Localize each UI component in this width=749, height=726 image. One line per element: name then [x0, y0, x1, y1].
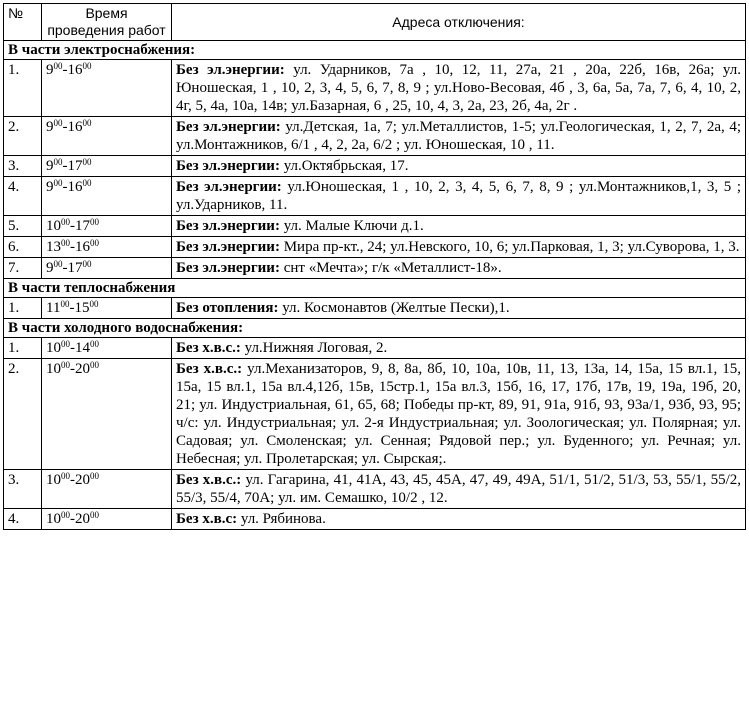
table-row — [4, 156, 746, 177]
section-row — [4, 41, 746, 60]
address-list: снт «Мечта»; г/к «Металлист-18». — [279, 260, 502, 276]
outage-type-label: Без эл.энергии: — [176, 119, 281, 135]
row-addresses — [172, 298, 746, 319]
time-end-minutes: 00 — [90, 471, 99, 481]
time-start-hour: 10 — [46, 218, 61, 234]
table-row — [4, 470, 746, 509]
address-list: Мира пр-кт., 24; ул.Невского, 10, 6; ул.Парковая, 1, 3; ул.Суворова, 1, 3. — [279, 239, 740, 255]
row-number: 3. — [4, 470, 42, 509]
row-time — [42, 237, 172, 258]
time-start-minutes: 00 — [60, 299, 70, 309]
time-end-hour: -16 — [70, 239, 90, 255]
row-addresses — [172, 156, 746, 177]
outage-type-label: Без эл.энергии: — [176, 239, 280, 255]
row-number: 5. — [4, 216, 42, 237]
time-end-hour: -20 — [70, 361, 90, 377]
row-addresses — [172, 338, 746, 359]
row-number: 4. — [4, 177, 42, 216]
time-start-minutes: 00 — [61, 238, 70, 248]
row-number: 1. — [4, 60, 42, 117]
row-addresses — [172, 177, 746, 216]
time-start-minutes: 00 — [61, 471, 70, 481]
row-time — [42, 359, 172, 470]
time-start-minutes: 00 — [61, 360, 70, 370]
time-end-hour: -16 — [62, 119, 83, 135]
time-end-hour: -20 — [70, 472, 90, 488]
address-list: ул. Гагарина, 41, 41А, 43, 45, 45А, 47, 49, 49А, 51/1, 51/2, 51/3, 53, 55/1, 55/2, 55/3, 55/4, 70А; ул. им. Семашко, 10/2 , 12. — [176, 472, 742, 506]
table-body — [4, 41, 746, 530]
address-list: ул.Детская, 1а, 7; ул.Металлистов, 1-5; ул.Геологическая, 1, 2, 7, 2а, 4; ул.Монтажников, 6/1 , 4, 2, 2а, 6/2 ; ул. Юношеская, 10 , 11. — [176, 119, 741, 153]
outage-type-label: Без эл.энергии: — [176, 218, 280, 234]
time-start-hour: 10 — [46, 472, 61, 488]
address-list: ул.Нижняя Логовая, 2. — [240, 340, 388, 356]
address-list: ул.Механизаторов, 9, 8, 8а, 8б, 10, 10а, 10в, 11, 13, 13а, 14, 15а, 15 вл.1, 15, 15а, 15 вл.1, 15а вл.4,12б, 15в, 15стр.1, 15а вл.3, 15б, 16, 17, 17б, 17в, 19, 19а, 19б, 20, 21; ул. Индустриальная, 61, 65, 68; Победы пр-кт, 89, 91, 91а, 91б, 93, 93а/1, 93б, 93, 95; ч/с: ул. Индустриальная; ул. 2-я Индустриальная; ул. Зоологическая; ул. Полярная; ул. Садовая; ул. Смоленская; ул. Сенная; Рядовой пер.; ул. Буденного; ул. Речная; ул. Небесная; ул. Пролетарская; ул. Сырская;. — [176, 361, 742, 467]
outage-type-label: Без х.в.с: — [176, 511, 238, 527]
time-end-minutes: 00 — [82, 178, 92, 188]
row-time — [42, 117, 172, 156]
time-start-minutes: 00 — [53, 61, 63, 71]
time-end-hour: -15 — [69, 300, 90, 316]
address-list: ул. Рябинова. — [237, 511, 326, 527]
time-end-minutes: 00 — [82, 259, 92, 269]
outage-type-label: Без х.в.с.: — [176, 361, 243, 377]
row-number: 2. — [4, 117, 42, 156]
address-list: ул. Космонавтов (Желтые Пески),1. — [278, 300, 510, 316]
section-title: В части электроснабжения: — [4, 41, 746, 60]
header-addresses: Адреса отключения: — [172, 4, 746, 41]
row-number: 2. — [4, 359, 42, 470]
time-start-hour: 10 — [46, 511, 61, 527]
row-time — [42, 470, 172, 509]
row-addresses — [172, 359, 746, 470]
header-time: Время проведения работ — [42, 4, 172, 41]
time-start-minutes: 00 — [53, 178, 63, 188]
row-time — [42, 258, 172, 279]
time-end-minutes: 00 — [89, 299, 99, 309]
time-start-hour: 10 — [46, 340, 61, 356]
row-addresses — [172, 237, 746, 258]
section-title: В части теплоснабжения — [4, 279, 746, 298]
time-end-hour: -17 — [70, 218, 90, 234]
row-time — [42, 509, 172, 530]
row-number: 6. — [4, 237, 42, 258]
outage-type-label: Без х.в.с.: — [176, 340, 241, 356]
time-end-hour: -16 — [62, 62, 83, 78]
row-time — [42, 156, 172, 177]
table-row — [4, 177, 746, 216]
section-title: В части холодного водоснабжения: — [4, 319, 746, 338]
outage-type-label: Без эл.энергии: — [176, 179, 282, 195]
outage-type-label: Без эл.энергии: — [176, 260, 280, 276]
row-time — [42, 177, 172, 216]
row-time — [42, 298, 172, 319]
time-start-minutes: 00 — [61, 339, 70, 349]
time-end-minutes: 00 — [90, 339, 99, 349]
row-addresses — [172, 258, 746, 279]
time-start-minutes: 00 — [53, 118, 63, 128]
row-addresses — [172, 117, 746, 156]
row-number: 4. — [4, 509, 42, 530]
table-row — [4, 60, 746, 117]
time-start-hour: 13 — [46, 239, 61, 255]
address-list: ул. Ударников, 7а , 10, 12, 11, 27а, 21 , 20а, 22б, 16в, 26а; ул. Юношеская, 1 , 10, 2, 3, 4, 5, 6, 7, 8, 9 ; ул.Ново-Весовая, 4б , 3, 6а, 5а, 7а, 7, 6, 4, 10, 2, 4г, 5, 4а, 10а, 14в; ул.Базарная, 6 , 25, 10, 4, 3, 2а, 23, 2б, 4а, 2г . — [176, 62, 741, 114]
section-row — [4, 279, 746, 298]
time-start-minutes: 00 — [61, 217, 70, 227]
time-end-hour: -16 — [62, 179, 83, 195]
time-end-hour: -14 — [70, 340, 90, 356]
time-start-hour: 9 — [46, 119, 54, 135]
outage-type-label: Без отопления: — [176, 300, 279, 316]
time-end-hour: -17 — [62, 158, 83, 174]
row-number: 3. — [4, 156, 42, 177]
row-addresses — [172, 216, 746, 237]
time-start-minutes: 00 — [53, 157, 63, 167]
row-time — [42, 338, 172, 359]
table-row — [4, 338, 746, 359]
table-row — [4, 359, 746, 470]
row-number: 1. — [4, 298, 42, 319]
table-row — [4, 216, 746, 237]
time-start-hour: 11 — [46, 300, 61, 316]
outage-schedule-table — [3, 3, 746, 530]
outage-type-label: Без х.в.с.: — [176, 472, 242, 488]
time-end-minutes: 00 — [90, 360, 99, 370]
outage-type-label: Без эл.энергии: — [176, 158, 280, 174]
time-end-minutes: 00 — [82, 118, 92, 128]
row-time — [42, 216, 172, 237]
time-end-minutes: 00 — [90, 510, 99, 520]
table-row — [4, 117, 746, 156]
table-row — [4, 298, 746, 319]
time-end-minutes: 00 — [82, 157, 92, 167]
time-start-hour: 9 — [46, 62, 54, 78]
row-addresses — [172, 470, 746, 509]
header-number: № — [4, 4, 42, 41]
address-list: ул.Юношеская, 1 , 10, 2, 3, 4, 5, 6, 7, 8, 9 ; ул.Монтажников,1, 3, 5 ; ул.Ударников, 11. — [176, 179, 742, 213]
time-end-minutes: 00 — [90, 238, 99, 248]
time-start-hour: 9 — [46, 158, 54, 174]
time-start-minutes: 00 — [53, 259, 63, 269]
row-addresses — [172, 60, 746, 117]
row-time — [42, 60, 172, 117]
section-row — [4, 319, 746, 338]
row-number: 7. — [4, 258, 42, 279]
table-row — [4, 237, 746, 258]
time-end-minutes: 00 — [90, 217, 99, 227]
time-start-hour: 10 — [46, 361, 61, 377]
header-row — [4, 4, 746, 41]
address-list: ул. Малые Ключи д.1. — [279, 218, 424, 234]
time-end-hour: -17 — [62, 260, 83, 276]
address-list: ул.Октябрьская, 17. — [279, 158, 409, 174]
row-addresses — [172, 509, 746, 530]
table-row — [4, 509, 746, 530]
table-row — [4, 258, 746, 279]
row-number: 1. — [4, 338, 42, 359]
time-start-hour: 9 — [46, 260, 54, 276]
time-end-minutes: 00 — [82, 61, 92, 71]
outage-type-label: Без эл.энергии: — [176, 62, 285, 78]
time-start-minutes: 00 — [61, 510, 70, 520]
time-end-hour: -20 — [70, 511, 90, 527]
time-start-hour: 9 — [46, 179, 54, 195]
